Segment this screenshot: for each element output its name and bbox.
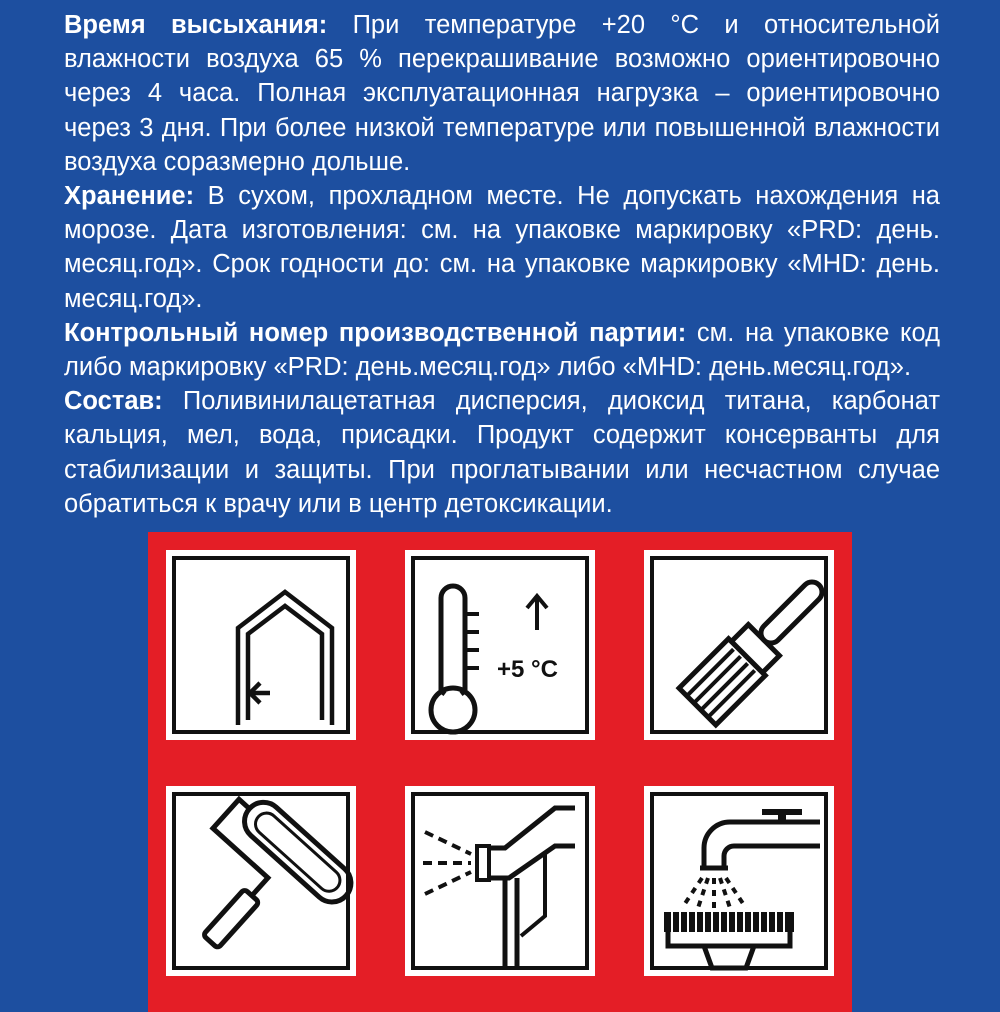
min-temperature-icon [405,550,595,740]
pictogram-panel [148,532,852,1012]
paragraph-heading: Состав: [64,387,163,416]
roller-tile [166,786,356,976]
temperature-label: +5 °C [497,656,558,683]
spray-gun-tile [405,786,595,976]
spray-gun-icon [405,786,595,976]
paragraph-storage [64,179,940,316]
water-wash-icon [644,786,834,976]
interior-use-icon [166,550,356,740]
paragraph-body: см. на упаковке код либо маркировку «PRD: день.месяц.год» либо «MHD: день.месяц.год». [64,318,940,382]
brush-tile [644,550,834,740]
paragraph-body: Поливинилацетатная дисперсия, диоксид титана, карбонат кальция, мел, вода, присадки. Продукт содержит консерванты для стабилизации и защиты. При проглатывании или несчастном случае обратиться к врачу или в центр детоксикации. [64,387,940,518]
roller-icon [166,786,356,976]
water-wash-tile [644,786,834,976]
paragraph-drying-time [64,8,940,179]
interior-use-tile [166,550,356,740]
paragraph-heading: Хранение: [64,182,195,211]
paragraph-body: В сухом, прохладном месте. Не допускать нахождения на морозе. Дата изготовления: см. на упаковке маркировку «PRD: день. месяц.год». Срок годности до: см. на упаковке маркировку «MHD: день. месяц.год». [64,182,940,313]
paragraph-body: При температуре +20 °С и относительной влажности воздуха 65 % перекрашивание возможно ориентировочно через 4 часа. Полная эксплуатационная нагрузка – ориентировочно через 3 дня. При более низкой температуре или повышенной влажности воздуха соразмерно дольше. [64,11,940,176]
paragraph-batch-number [64,316,940,384]
min-temperature-tile [405,550,595,740]
paragraph-heading: Контрольный номер производственной партии: [64,318,687,347]
brush-icon [644,550,834,740]
instructions-text [64,8,940,521]
paragraph-heading: Время высыхания: [64,11,328,39]
paragraph-composition [64,384,940,521]
